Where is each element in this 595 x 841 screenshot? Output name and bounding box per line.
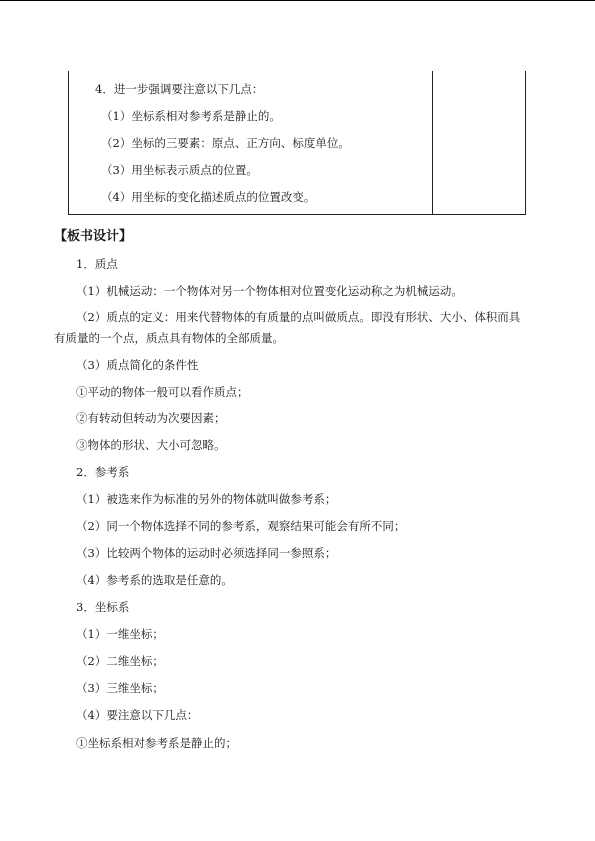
section-3-point-1: ①坐标系相对参考系是静止的； (76, 736, 237, 750)
section-3-item-2: （2）二维坐标； (76, 654, 164, 668)
section-2-title: 2．参考系 (76, 465, 130, 479)
section-1-item-1: （1）机械运动：一个物体对另一个物体相对位置变化运动称之为机械运动。 (76, 284, 463, 298)
section-1-item-2: （2）质点的定义：用来代替物体的有质量的点叫做质点。即没有形状、大小、体积而具 (76, 310, 521, 324)
table-column-divider (432, 71, 433, 214)
table-line-4-3: （3）用坐标表示质点的位置。 (101, 163, 258, 177)
section-1-item-3: （3）质点简化的条件性 (76, 358, 199, 372)
section-1-title: 1．质点 (76, 257, 118, 271)
section-1-point-1: ①平动的物体一般可以看作质点； (76, 385, 249, 399)
section-2-item-3: （3）比较两个物体的运动时必须选择同一参照系； (76, 546, 337, 560)
section-3-title: 3．坐标系 (76, 600, 130, 614)
table-line-4: 4．进一步强调要注意以下几点： (95, 82, 264, 96)
section-2-item-4: （4）参考系的选取是任意的。 (76, 573, 233, 587)
section-1-point-2: ②有转动但转动为次要因素； (76, 411, 226, 425)
table-line-4-4: （4）用坐标的变化描述质点的位置改变。 (101, 190, 316, 204)
section-3-item-3: （3）三维坐标； (76, 681, 164, 695)
page-top-rule (0, 0, 595, 1)
section-2-item-1: （1）被选来作为标准的另外的物体就叫做参考系； (76, 492, 337, 506)
table-line-4-1: （1）坐标系相对参考系是静止的。 (101, 109, 281, 123)
section-1-point-3: ③物体的形状、大小可忽略。 (76, 438, 226, 452)
board-design-heading: 【板书设计】 (54, 229, 133, 244)
section-1-item-2-cont: 有质量的一个点，质点具有物体的全部质量。 (54, 331, 284, 345)
section-2-item-2: （2）同一个物体选择不同的参考系，观察结果可能会有所不同； (76, 519, 406, 533)
section-3-item-1: （1）一维坐标； (76, 627, 164, 641)
section-3-item-4: （4）要注意以下几点： (76, 708, 199, 722)
table-line-4-2: （2）坐标的三要素：原点、正方向、标度单位。 (101, 136, 350, 150)
